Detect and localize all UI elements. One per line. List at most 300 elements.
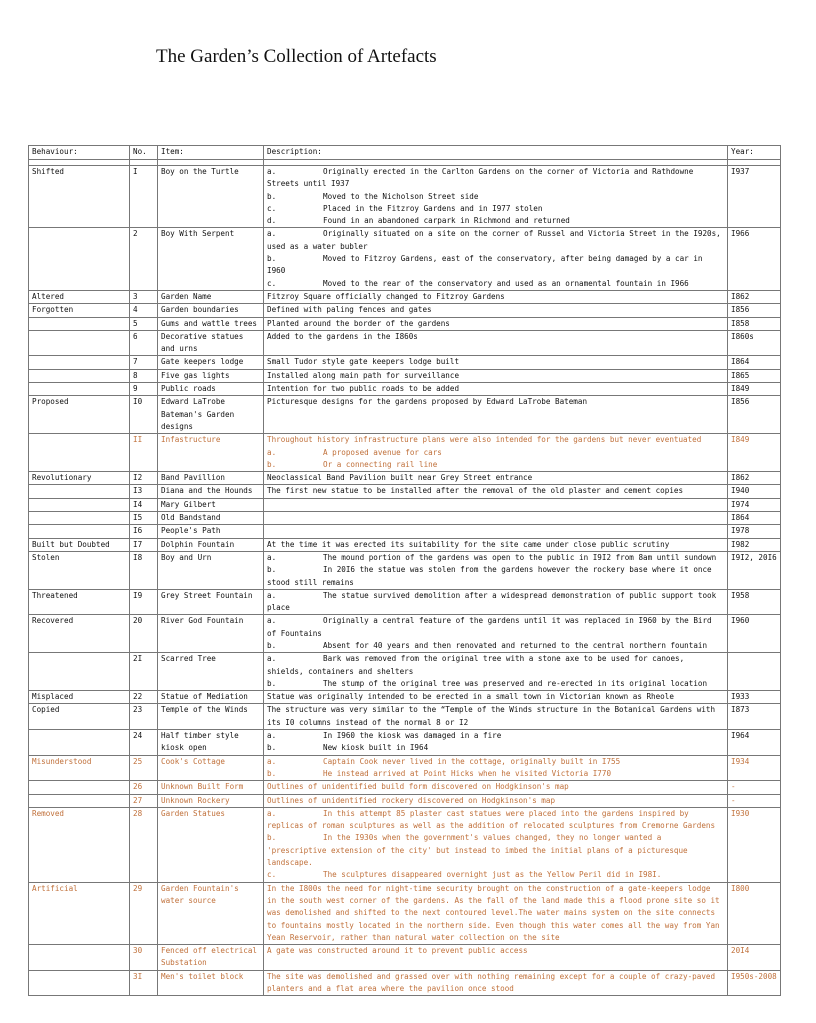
year-cell: I974	[728, 498, 781, 511]
table-row	[29, 551, 781, 589]
behaviour-cell: Misunderstood	[29, 755, 130, 781]
number-cell: 4	[130, 304, 158, 317]
table-row	[29, 945, 781, 971]
description-line	[267, 472, 724, 484]
description-text: The first new statue to be installed after the removal of the old plaster and cement copies	[267, 486, 684, 496]
description-line	[267, 278, 724, 290]
description-line	[267, 704, 724, 729]
description-text: Placed in the Fitzroy Gardens and in I977 stolen	[323, 203, 543, 213]
page-title: The Garden’s Collection of Artefacts	[156, 46, 437, 67]
description-line	[267, 564, 724, 589]
behaviour-cell: Artificial	[29, 882, 130, 944]
description-line	[267, 552, 724, 564]
description-text: Bark was removed from the original tree with a stone axe to be used for canoes, shields, containers and shelters	[267, 654, 685, 676]
year-cell: I849	[728, 383, 781, 396]
description-cell	[264, 807, 728, 882]
item-cell: Unknown Built Form	[158, 781, 264, 794]
table-row	[29, 794, 781, 807]
description-text: The site was demolished and grassed over with nothing remaining except for a couple of crazy-paved planters and a flat area where the pavilion once stood	[267, 971, 716, 993]
description-line	[267, 756, 724, 768]
description-cell	[264, 653, 728, 691]
description-cell	[264, 512, 728, 525]
description-line	[267, 971, 724, 996]
behaviour-cell	[29, 369, 130, 382]
description-text: Originally a central feature of the gardens until it was replaced in I960 by the Bird of Fountains	[267, 616, 712, 638]
description-line	[267, 447, 724, 459]
description-line	[267, 396, 724, 408]
description-text: In I960 the kiosk was damaged in a fire	[323, 731, 502, 741]
description-cell	[264, 396, 728, 434]
description-cell	[264, 472, 728, 485]
table-row	[29, 512, 781, 525]
description-letter: b.	[267, 640, 277, 650]
year-cell: I964	[728, 730, 781, 756]
description-line	[267, 459, 724, 471]
description-letter: b.	[267, 254, 277, 264]
description-text: Or a connecting rail line	[323, 459, 438, 469]
behaviour-cell: Copied	[29, 704, 130, 730]
description-text: Throughout history infrastructure plans were also intended for the gardens but never eventuated	[267, 435, 702, 445]
year-cell: I960	[728, 615, 781, 653]
year-cell: I800	[728, 882, 781, 944]
description-text: Installed along main path for surveillance	[267, 370, 460, 380]
behaviour-cell	[29, 794, 130, 807]
table-row	[29, 653, 781, 691]
description-line	[267, 370, 724, 382]
table-row	[29, 472, 781, 485]
description-letter: b.	[267, 743, 277, 753]
description-cell	[264, 330, 728, 356]
description-letter: b.	[267, 768, 277, 778]
description-letter: a.	[267, 756, 277, 766]
year-cell: I860s	[728, 330, 781, 356]
behaviour-cell	[29, 317, 130, 330]
description-cell	[264, 228, 728, 290]
table-row	[29, 485, 781, 498]
description-cell	[264, 730, 728, 756]
item-cell: Edward LaTrobe Bateman's Garden designs	[158, 396, 264, 434]
description-text: At the time it was erected its suitability for the site came under close public scrutiny	[267, 539, 670, 549]
number-cell: 27	[130, 794, 158, 807]
description-text: Absent for 40 years and then renovated and returned to the central northern fountain	[323, 640, 708, 650]
number-cell: I	[130, 166, 158, 228]
description-letter: b.	[267, 565, 277, 575]
item-cell: Grey Street Fountain	[158, 589, 264, 615]
description-text: In this attempt 85 plaster cast statues were placed into the gardens inspired by replicas of roman sculptures as well as the addition of relocated sculptures from Cremorne Gardens	[267, 808, 716, 831]
table-row	[29, 691, 781, 704]
item-cell: People's Path	[158, 525, 264, 538]
table-row	[29, 882, 781, 944]
description-text: Originally erected in the Carlton Gardens on the corner of Victoria and Rathdowne Streets until I937	[267, 167, 694, 189]
year-cell: I864	[728, 356, 781, 369]
number-cell: I8	[130, 551, 158, 589]
description-cell	[264, 525, 728, 538]
item-cell: Cook's Cottage	[158, 755, 264, 781]
description-line	[267, 434, 724, 446]
description-cell	[264, 882, 728, 944]
description-line	[267, 615, 724, 640]
year-cell: I982	[728, 538, 781, 551]
description-text: Defined with paling fences and gates	[267, 305, 432, 315]
year-cell: I849	[728, 434, 781, 472]
item-cell: Dolphin Fountain	[158, 538, 264, 551]
description-line	[267, 383, 724, 395]
description-letter: b.	[267, 459, 277, 469]
description-line	[267, 808, 724, 833]
table-body	[29, 166, 781, 996]
description-letter: a.	[267, 808, 277, 818]
description-line	[267, 768, 724, 780]
description-text: He instead arrived at Point Hicks when he visited Victoria I770	[323, 768, 612, 778]
behaviour-cell: Misplaced	[29, 691, 130, 704]
item-cell: Garden Statues	[158, 807, 264, 882]
item-cell: Men's toilet block	[158, 970, 264, 996]
year-cell: I865	[728, 369, 781, 382]
description-line	[267, 730, 724, 742]
table-row	[29, 228, 781, 290]
description-line	[267, 781, 724, 793]
artefacts-table	[28, 145, 781, 996]
item-cell: Infastructure	[158, 434, 264, 472]
header-year: Year:	[728, 146, 781, 160]
description-line	[267, 318, 724, 330]
number-cell: 29	[130, 882, 158, 944]
description-line	[267, 742, 724, 754]
header-item: Item:	[158, 146, 264, 160]
item-cell: Scarred Tree	[158, 653, 264, 691]
description-text: Neoclassical Band Pavilion built near Grey Street entrance	[267, 473, 533, 483]
number-cell: 5	[130, 317, 158, 330]
description-line	[267, 356, 724, 368]
year-cell: I950s-2008	[728, 970, 781, 996]
description-line	[267, 485, 724, 497]
year-cell: I873	[728, 704, 781, 730]
description-cell	[264, 691, 728, 704]
description-cell	[264, 781, 728, 794]
description-cell	[264, 538, 728, 551]
item-cell: Diana and the Hounds	[158, 485, 264, 498]
behaviour-cell	[29, 970, 130, 996]
number-cell: 28	[130, 807, 158, 882]
item-cell: Statue of Mediation	[158, 691, 264, 704]
number-cell: I5	[130, 512, 158, 525]
year-cell: I9I2, 20I6	[728, 551, 781, 589]
description-text: A gate was constructed around it to prevent public access	[267, 946, 528, 956]
number-cell: 8	[130, 369, 158, 382]
description-text: In the I930s when the government's values changed, they no longer wanted a 'prescriptive extension of the city' but instead to imbed the initial plans of a picturesque landscape.	[267, 833, 688, 868]
description-letter: b.	[267, 191, 277, 201]
description-line	[267, 215, 724, 227]
number-cell: I9	[130, 589, 158, 615]
year-cell: I958	[728, 589, 781, 615]
description-cell	[264, 356, 728, 369]
table-row	[29, 356, 781, 369]
item-cell: River God Fountain	[158, 615, 264, 653]
table-row	[29, 589, 781, 615]
description-letter: a.	[267, 731, 277, 741]
item-cell: Garden Name	[158, 290, 264, 303]
behaviour-cell: Built but Doubted	[29, 538, 130, 551]
table-row	[29, 807, 781, 882]
number-cell: 26	[130, 781, 158, 794]
item-cell: Half timber style kiosk open	[158, 730, 264, 756]
description-cell	[264, 970, 728, 996]
behaviour-cell	[29, 383, 130, 396]
number-cell: 22	[130, 691, 158, 704]
behaviour-cell: Altered	[29, 290, 130, 303]
year-cell: I937	[728, 166, 781, 228]
behaviour-cell	[29, 356, 130, 369]
year-cell: I966	[728, 228, 781, 290]
description-cell	[264, 498, 728, 511]
table-row	[29, 166, 781, 228]
header-description: Description:	[264, 146, 728, 160]
description-text: Found in an abandoned carpark in Richmond and returned	[323, 216, 570, 226]
item-cell: Band Pavillion	[158, 472, 264, 485]
table-row	[29, 383, 781, 396]
description-letter: a.	[267, 552, 277, 562]
description-text: Fitzroy Square officially changed to Fitzroy Gardens	[267, 291, 505, 301]
description-letter: b.	[267, 678, 277, 688]
description-line	[267, 304, 724, 316]
behaviour-cell	[29, 485, 130, 498]
number-cell: II	[130, 434, 158, 472]
description-text: In the I800s the need for night-time security brought on the construction of a gate-keepers lodge in the south west corner of the gardens. As the fall of the land made this a flood prone site so it was demolished and shifted to the next contoured level.The water mains system on the site connects to fountains mostly located in the northern side. Even though this water comes all the way from Yan Yean Reservoir, rather than natural water collection on the site	[267, 883, 720, 942]
table-row	[29, 755, 781, 781]
description-cell	[264, 794, 728, 807]
number-cell: 9	[130, 383, 158, 396]
table-row	[29, 369, 781, 382]
description-line	[267, 331, 724, 343]
description-cell	[264, 615, 728, 653]
description-cell	[264, 755, 728, 781]
year-cell: I858	[728, 317, 781, 330]
table-row	[29, 970, 781, 996]
number-cell: 25	[130, 755, 158, 781]
description-text: Statue was originally intended to be erected in a small town in Victorian known as Rheole	[267, 692, 674, 702]
description-line	[267, 883, 724, 944]
description-cell	[264, 383, 728, 396]
description-cell	[264, 589, 728, 615]
behaviour-cell	[29, 945, 130, 971]
number-cell: 3	[130, 290, 158, 303]
year-cell: -	[728, 794, 781, 807]
description-letter: c.	[267, 278, 277, 288]
number-cell: I3	[130, 485, 158, 498]
description-cell	[264, 317, 728, 330]
description-line	[267, 291, 724, 303]
description-line	[267, 653, 724, 678]
item-cell: Garden Fountain's water source	[158, 882, 264, 944]
behaviour-cell	[29, 781, 130, 794]
table-row	[29, 525, 781, 538]
item-cell: Boy and Urn	[158, 551, 264, 589]
year-cell: I864	[728, 512, 781, 525]
description-line	[267, 253, 724, 278]
number-cell: 2	[130, 228, 158, 290]
table-row	[29, 317, 781, 330]
description-text: The statue survived demolition after a widespread demonstration of public support took place	[267, 590, 717, 613]
behaviour-cell	[29, 653, 130, 691]
item-cell: Mary Gilbert	[158, 498, 264, 511]
description-cell	[264, 704, 728, 730]
behaviour-cell: Removed	[29, 807, 130, 882]
description-line	[267, 640, 724, 652]
description-text: New kiosk built in I964	[323, 743, 429, 753]
behaviour-cell: Stolen	[29, 551, 130, 589]
item-cell: Boy on the Turtle	[158, 166, 264, 228]
description-text: Intention for two public roads to be added	[267, 384, 460, 394]
description-cell	[264, 551, 728, 589]
table-row	[29, 730, 781, 756]
year-cell: I862	[728, 472, 781, 485]
item-cell: Garden boundaries	[158, 304, 264, 317]
description-text: Picturesque designs for the gardens proposed by Edward LaTrobe Bateman	[267, 397, 588, 407]
description-text: Added to the gardens in the I860s	[267, 331, 418, 341]
behaviour-cell	[29, 512, 130, 525]
number-cell: I0	[130, 396, 158, 434]
behaviour-cell	[29, 730, 130, 756]
table-row	[29, 704, 781, 730]
item-cell: Public roads	[158, 383, 264, 396]
description-text: Outlines of unidentified build form discovered on Hodgkinson's map	[267, 782, 569, 792]
behaviour-cell	[29, 434, 130, 472]
item-cell: Fenced off electrical Substation	[158, 945, 264, 971]
number-cell: 3I	[130, 970, 158, 996]
description-cell	[264, 369, 728, 382]
description-text: Small Tudor style gate keepers lodge built	[267, 357, 460, 367]
description-line	[267, 795, 724, 807]
description-letter: c.	[267, 203, 277, 213]
year-cell	[728, 653, 781, 691]
behaviour-cell: Threatened	[29, 589, 130, 615]
table-row	[29, 498, 781, 511]
description-text: Captain Cook never lived in the cottage, originally built in I755	[323, 756, 621, 766]
description-line	[267, 945, 724, 957]
table-row	[29, 538, 781, 551]
item-cell: Unknown Rockery	[158, 794, 264, 807]
description-cell	[264, 434, 728, 472]
description-letter: a.	[267, 654, 277, 664]
description-cell	[264, 945, 728, 971]
description-line	[267, 539, 724, 551]
behaviour-cell	[29, 525, 130, 538]
behaviour-cell	[29, 498, 130, 511]
year-cell: I940	[728, 485, 781, 498]
behaviour-cell: Revolutionary	[29, 472, 130, 485]
description-line	[267, 832, 724, 869]
description-line	[267, 590, 724, 615]
item-cell: Gums and wattle trees	[158, 317, 264, 330]
table-row	[29, 396, 781, 434]
description-letter: a.	[267, 229, 277, 239]
table-row	[29, 615, 781, 653]
table-row	[29, 290, 781, 303]
description-line	[267, 869, 724, 881]
number-cell: I4	[130, 498, 158, 511]
description-text: Originally situated on a site on the corner of Russel and Victoria Street in the I920s, used as a water bubler	[267, 229, 721, 251]
number-cell: 24	[130, 730, 158, 756]
description-text: Moved to the Nicholson Street side	[323, 191, 479, 201]
year-cell: -	[728, 781, 781, 794]
header-behaviour: Behaviour:	[29, 146, 130, 160]
table-row	[29, 330, 781, 356]
year-cell: I934	[728, 755, 781, 781]
description-text: Moved to the rear of the conservatory and used as an ornamental fountain in I966	[323, 278, 689, 288]
table-header-row	[29, 146, 781, 160]
description-line	[267, 191, 724, 203]
description-cell	[264, 485, 728, 498]
description-line	[267, 166, 724, 191]
year-cell: I930	[728, 807, 781, 882]
behaviour-cell: Forgotten	[29, 304, 130, 317]
behaviour-cell: Shifted	[29, 166, 130, 228]
year-cell: I856	[728, 396, 781, 434]
number-cell: 20	[130, 615, 158, 653]
behaviour-cell: Proposed	[29, 396, 130, 434]
description-text: The structure was very similar to the “Temple of the Winds structure in the Botanical Gardens with its I0 columns instead of the normal 8 or I2	[267, 705, 716, 727]
number-cell: 2I	[130, 653, 158, 691]
description-text: Planted around the border of the gardens	[267, 318, 450, 328]
behaviour-cell	[29, 330, 130, 356]
number-cell: 6	[130, 330, 158, 356]
year-cell: I978	[728, 525, 781, 538]
behaviour-cell: Recovered	[29, 615, 130, 653]
description-text: The stump of the original tree was preserved and re-erected in its original location	[323, 678, 708, 688]
description-line	[267, 228, 724, 253]
description-letter: a.	[267, 167, 277, 176]
description-letter: a.	[267, 590, 277, 600]
table-row	[29, 434, 781, 472]
description-text: Outlines of unidentified rockery discovered on Hodgkinson's map	[267, 795, 556, 805]
header-no: No.	[130, 146, 158, 160]
year-cell: I862	[728, 290, 781, 303]
description-text: The sculptures disappeared overnight just as the Yellow Peril did in I98I.	[323, 870, 662, 880]
item-cell: Boy With Serpent	[158, 228, 264, 290]
description-cell	[264, 304, 728, 317]
description-letter: c.	[267, 870, 277, 880]
description-text: The mound portion of the gardens was open to the public in I9I2 from 8am until sundown	[323, 552, 717, 562]
description-letter: a.	[267, 447, 277, 457]
year-cell: I933	[728, 691, 781, 704]
number-cell: 7	[130, 356, 158, 369]
description-letter: a.	[267, 616, 277, 626]
description-text: Moved to Fitzroy Gardens, east of the conservatory, after being damaged by a car in I960	[267, 254, 703, 276]
description-line	[267, 678, 724, 690]
item-cell: Five gas lights	[158, 369, 264, 382]
description-letter: b.	[267, 833, 277, 843]
item-cell: Old Bandstand	[158, 512, 264, 525]
description-cell	[264, 290, 728, 303]
description-text: In 20I6 the statue was stolen from the gardens however the rockery base where it once stood still remains	[267, 565, 712, 587]
behaviour-cell	[29, 228, 130, 290]
table-row	[29, 304, 781, 317]
item-cell: Temple of the Winds	[158, 704, 264, 730]
description-letter: d.	[267, 216, 277, 226]
description-line	[267, 691, 724, 703]
table-row	[29, 781, 781, 794]
description-cell	[264, 166, 728, 228]
year-cell: I856	[728, 304, 781, 317]
year-cell: 20I4	[728, 945, 781, 971]
item-cell: Decorative statues and urns	[158, 330, 264, 356]
number-cell: I7	[130, 538, 158, 551]
number-cell: I6	[130, 525, 158, 538]
item-cell: Gate keepers lodge	[158, 356, 264, 369]
description-text: A proposed avenue for cars	[323, 447, 442, 457]
number-cell: I2	[130, 472, 158, 485]
number-cell: 23	[130, 704, 158, 730]
